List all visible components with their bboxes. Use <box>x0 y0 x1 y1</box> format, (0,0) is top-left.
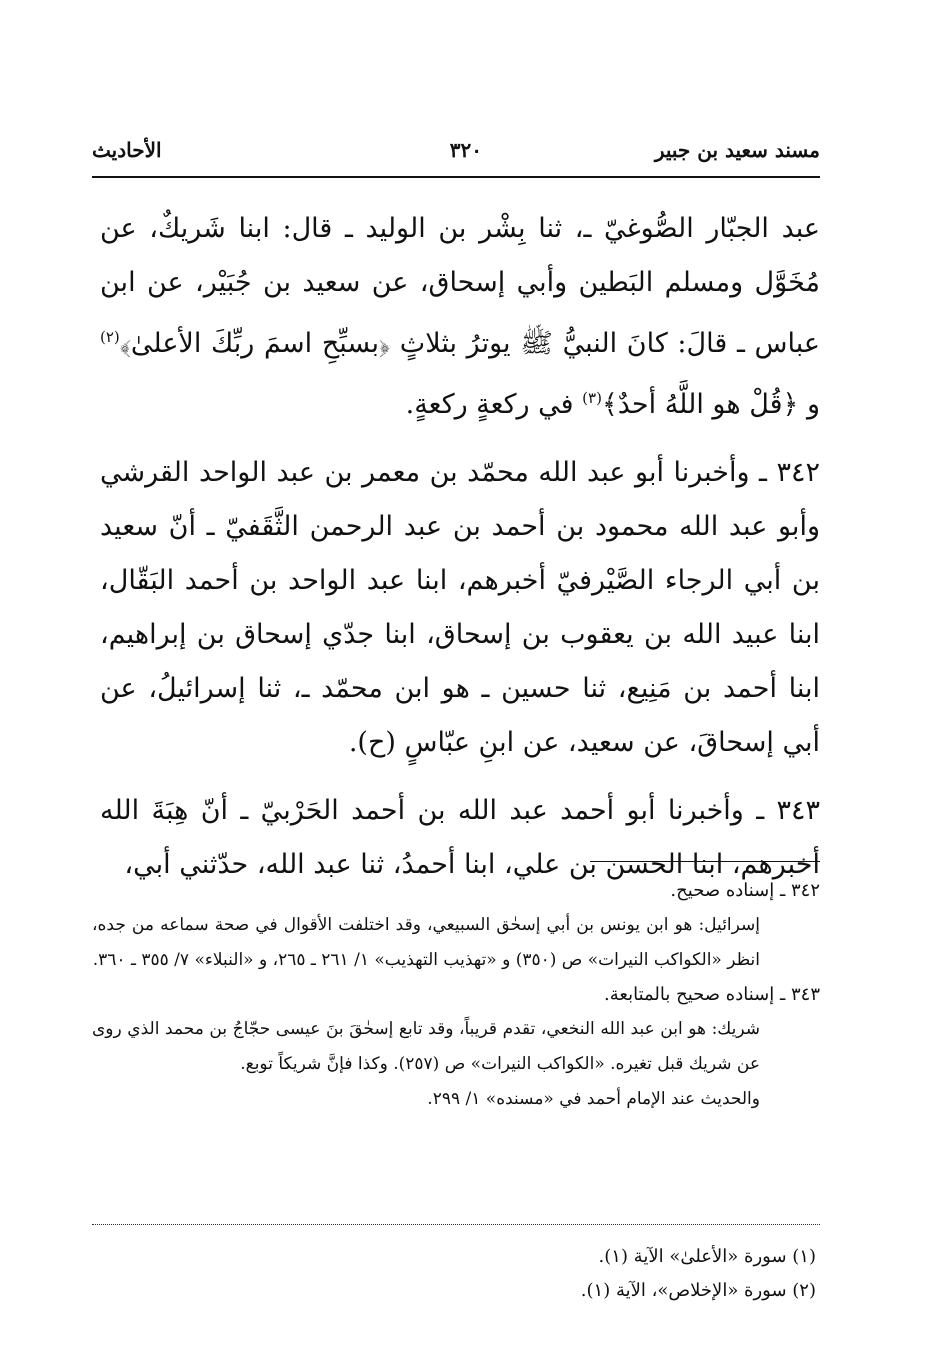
main-text <box>100 202 820 892</box>
page-number: ٣٢٠ <box>449 138 482 162</box>
running-header <box>92 138 820 168</box>
footnote: (٢) سورة «الإخلاص»، الآية (١). <box>580 1280 816 1301</box>
commentary-notes <box>92 874 820 1117</box>
footnote-ref: (٣) <box>582 389 602 407</box>
hadith-342: ٣٤٢ ـ وأخبرنا أبو عبد الله محمّد بن معمر بن عبد الواحد القرشي وأبو عبد الله محمود بن أحمد بن عبد الرحمن الثَّقَفيّ ـ أنّ سعيد بن أبي الرجاء الصَّيْرفيّ أخبرهم، ابنا عبد الواحد بن أحمد البَقّال، ابنا عبيد الله بن يعقوب بن إسحاق، ابنا جدّي إسحاق بن إبراهيم، ابنا أحمد بن مَنِيع، ثنا حسين ـ هو ابن محمّد ـ، ثنا إسرائيلُ، عن أبي إسحاقَ، عن سعيد، عن ابنِ عبّاسٍ (ح). <box>100 457 820 758</box>
book-title: مسند سعيد بن جبير <box>654 138 820 162</box>
note-342-body: إسرائيل: هو ابن يونس بن أبي إسحٰق السبيعي، وقد اختلفت الأقوال في صحة سماعه من جده، انظر «الكواكب النيرات» ص (٣٥٠) و «تهذيب التهذيب» ١/ ٢٦١ ـ ٢٦٥، و «النبلاء» ٧/ ٣٥٥ ـ ٣٦٠. <box>92 915 760 970</box>
paragraph-text: و ﴿قُلْ هو اللَّهُ أحدٌ﴾ <box>601 389 820 420</box>
footnote-rule <box>92 1224 820 1225</box>
paragraph-continuation <box>100 202 820 432</box>
hadith-343: ٣٤٣ ـ وأخبرنا أبو أحمد عبد الله بن أحمد الحَرْبيّ ـ أنّ هِبَةَ الله أخبرهم، ابنا الحسن بن علي، ابنا أحمدُ، ثنا عبد الله، حدّثني أبي، <box>100 795 820 880</box>
note-342-heading: ٣٤٢ ـ إسناده صحيح. <box>670 880 820 901</box>
section-title: الأحاديث <box>92 138 162 162</box>
header-rule <box>92 176 820 178</box>
paragraph-text: في ركعةٍ ركعةٍ. <box>405 389 583 420</box>
notes-rule <box>590 861 820 862</box>
note-343-extra: والحديث عند الإمام أحمد في «مسنده» ١/ ٢٩٩. <box>427 1089 760 1109</box>
footnotes <box>92 1240 820 1308</box>
footnote-ref: (٢) <box>100 328 120 346</box>
note-343-body: شريك: هو ابن عبد الله النخعي، تقدم قريباً، وقد تابع إسحٰقَ بنَ عيسى حجّاجُ بن محمد الذي روى عن شريك قبل تغيره. «الكواكب النيرات» ص (٢٥٧). وكذا فإنَّ شريكاً توبع. <box>92 1019 760 1074</box>
note-343-heading: ٣٤٣ ـ إسناده صحيح بالمتابعة. <box>604 984 820 1005</box>
footnote: (١) سورة «الأعلىٰ» الآية (١). <box>598 1246 816 1267</box>
paragraph-text: عبد الجبّار الصُّوغيّ ـ، ثنا بِشْر بن الوليد ـ قال: ابنا شَريكٌ، عن مُخَوَّل ومسلم البَطين وأبي إسحاق، عن سعيد بن جُبَيْر، عن ابن عباس ـ قالَ: كانَ النبيُّ ﷺ يوترُ بثلاثٍ ﴿بسبِّحِ اسمَ ربِّكَ الأعلىٰ﴾ <box>100 213 820 359</box>
